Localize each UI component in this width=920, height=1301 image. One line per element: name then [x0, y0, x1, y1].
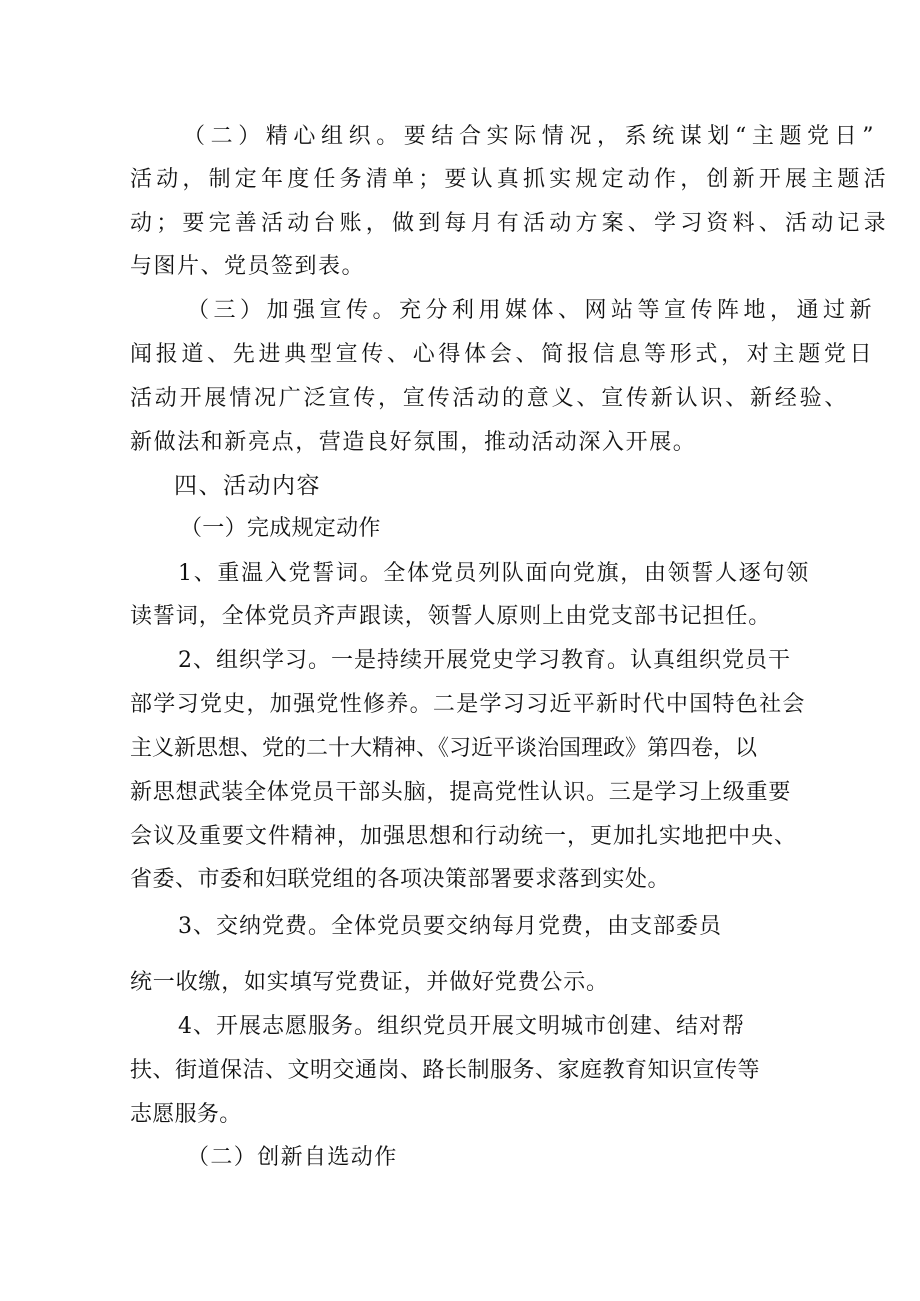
text-line: 部学习党史，加强党性修养。二是学习习近平新时代中国特色社会 [130, 692, 806, 717]
text-line: 活动开展情况广泛宣传，宣传活动的意义、宣传新认识、新经验、 [130, 386, 850, 411]
subsection-heading: （二）创新自选动作 [187, 1145, 398, 1170]
text-line: （三）加强宣传。充分利用媒体、网站等宣传阵地，通过新 [187, 298, 877, 323]
text-line: 省委、市委和妇联党组的各项决策部署要求落到实处。 [130, 867, 671, 892]
text-line: 闻报道、先进典型宣传、心得体会、简报信息等形式，对主题党日 [130, 342, 876, 367]
text-line: 2、组织学习。一是持续开展党史学习教育。认真组织党员干 [178, 648, 791, 673]
text-line: 与图片、党员签到表。 [130, 254, 366, 279]
text-line: 活动，制定年度任务清单；要认真抓实规定动作，创新开展主题活 [130, 167, 890, 192]
subsection-heading: （一）完成规定动作 [180, 516, 381, 541]
text-line: 主义新思想、党的二十大精神、《习近平谈治国理政》第四卷，以 [130, 736, 758, 761]
text-line: 会议及重要文件精神，加强思想和行动统一，更加扎实地把中央、 [130, 824, 798, 849]
text-line: （二）精心组织。要结合实际情况，系统谋划“主题党日” [183, 124, 880, 149]
text-line: 志愿服务。 [130, 1102, 242, 1127]
text-line: 3、交纳党费。全体党员要交纳每月党费，由支部委员 [178, 914, 722, 939]
text-line: 扶、街道保洁、文明交通岗、路长制服务、家庭教育知识宣传等 [130, 1058, 761, 1083]
text-line: 读誓词，全体党员齐声跟读，领誓人原则上由党支部书记担任。 [130, 604, 772, 629]
text-line: 统一收缴，如实填写党费证，并做好党费公示。 [130, 970, 609, 995]
text-line: 动；要完善活动台账，做到每月有活动方案、学习资料、活动记录 [130, 211, 890, 236]
text-line: 4、开展志愿服务。组织党员开展文明城市创建、结对帮 [178, 1014, 745, 1039]
section-heading: 四、活动内容 [174, 473, 321, 499]
text-line: 新做法和新亮点，营造良好氛围，推动活动深入开展。 [130, 430, 697, 455]
text-line: 1、重温入党誓词。全体党员列队面向党旗，由领誓人逐句领 [178, 561, 810, 586]
text-line: 新思想武装全体党员干部头脑，提高党性认识。三是学习上级重要 [130, 780, 792, 805]
